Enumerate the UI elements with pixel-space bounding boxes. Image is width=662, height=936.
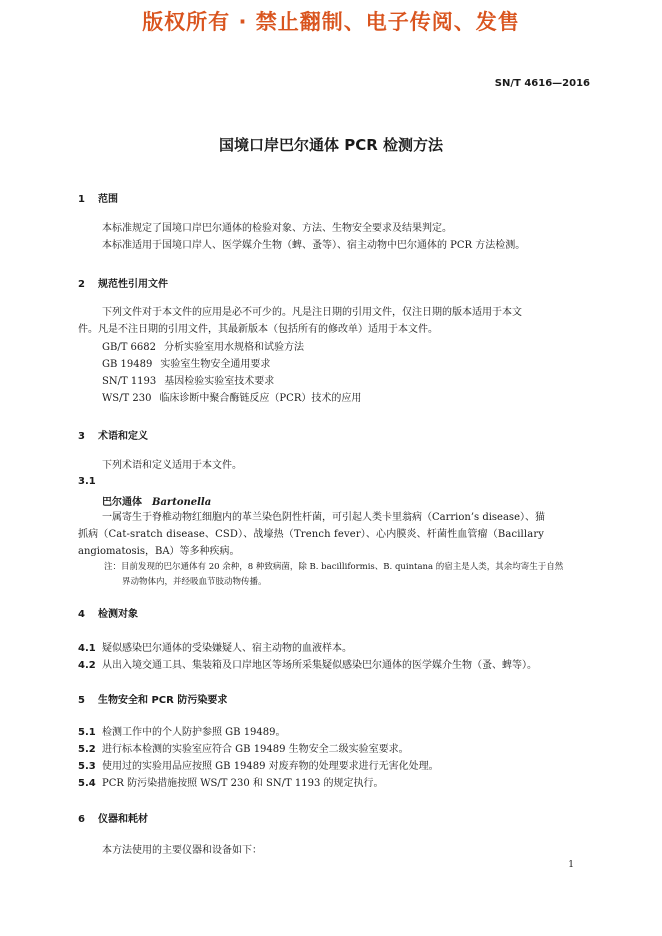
- section-3-heading: [78, 427, 148, 442]
- term-entry: [102, 493, 211, 508]
- term-latin: Bartonella: [152, 497, 212, 508]
- reference-code: SN/T 1193: [102, 376, 157, 387]
- item-number: 4.2: [78, 660, 96, 671]
- item-number: 5.3: [78, 761, 96, 772]
- definition-line: 一属寄生于脊椎动物红细胞内的革兰染色阴性杆菌，可引起人类卡里翁病（Carrion’s disease）、猫: [102, 512, 545, 523]
- item-text: 使用过的实验用品应按照 GB 19489 对废弃物的处理要求进行无害化处理。: [102, 761, 439, 772]
- paragraph: 件。凡是不注日期的引用文件，其最新版本（包括所有的修改单）适用于本文件。: [78, 324, 438, 335]
- reference-code: GB/T 6682: [102, 342, 157, 353]
- reference-item: [102, 357, 270, 372]
- section-2-heading: [78, 275, 168, 290]
- section-title: 仪器和耗材: [98, 814, 148, 825]
- note-line: 界动物体内，并经吸血节肢动物传播。: [122, 577, 267, 587]
- term-chinese: 巴尔通体: [102, 497, 142, 508]
- definition-line: angiomatosis，BA）等多种疾病。: [78, 546, 240, 557]
- item-text: 从出入境交通工具、集装箱及口岸地区等场所采集疑似感染巴尔通体的医学媒介生物（蚤、蜱等）。: [102, 660, 537, 671]
- section-number: 5: [78, 695, 85, 706]
- item-number: 5.2: [78, 744, 96, 755]
- page-number: 1: [568, 860, 574, 870]
- section-1-heading: [78, 190, 118, 205]
- note-line: 注：目前发现的巴尔通体有 20 余种，8 种致病菌，除 B. bacilliformis、B. quintana 的宿主是人类，其余均寄生于自然: [104, 562, 564, 572]
- item-text: PCR 防污染措施按照 WS/T 230 和 SN/T 1193 的规定执行。: [102, 778, 384, 789]
- item-number: 4.1: [78, 643, 96, 654]
- reference-item: [102, 391, 361, 406]
- section-number: 6: [78, 814, 85, 825]
- reference-title: 临床诊断中聚合酶链反应（PCR）技术的应用: [159, 393, 362, 404]
- section-5-heading: [78, 691, 227, 706]
- reference-title: 分析实验室用水规格和试验方法: [164, 342, 305, 353]
- reference-title: 基因检验实验室技术要求: [164, 376, 275, 387]
- reference-title: 实验室生物安全通用要求: [160, 359, 271, 370]
- reference-code: GB 19489: [102, 359, 153, 370]
- reference-code: WS/T 230: [102, 393, 152, 404]
- paragraph: 下列文件对于本文件的应用是必不可少的。凡是注日期的引用文件，仅注日期的版本适用于本文: [102, 307, 522, 318]
- section-6-heading: [78, 810, 148, 825]
- section-title: 术语和定义: [98, 431, 148, 442]
- list-item: [78, 774, 384, 789]
- paragraph: 本标准规定了国境口岸巴尔通体的检验对象、方法、生物安全要求及结果判定。: [102, 223, 452, 234]
- paragraph: 本标准适用于国境口岸人、医学媒介生物（蜱、蚤等）、宿主动物中巴尔通体的 PCR 方法检测。: [102, 240, 526, 251]
- item-text: 检测工作中的个人防护参照 GB 19489。: [102, 727, 286, 738]
- item-text: 进行标本检测的实验室应符合 GB 19489 生物安全二级实验室要求。: [102, 744, 409, 755]
- list-item: [78, 740, 409, 755]
- list-item: [78, 757, 439, 772]
- standard-code: SN/T 4616—2016: [494, 78, 590, 89]
- list-item: [78, 656, 537, 671]
- section-number: 3: [78, 431, 85, 442]
- section-4-heading: [78, 605, 138, 620]
- section-number: 1: [78, 194, 85, 205]
- section-number: 4: [78, 609, 85, 620]
- section-title: 范围: [98, 194, 118, 205]
- paragraph: 下列术语和定义适用于本文件。: [102, 460, 242, 471]
- subsection-number: 3.1: [78, 476, 96, 487]
- document-title: 国境口岸巴尔通体 PCR 检测方法: [219, 136, 443, 154]
- list-item: [78, 639, 352, 654]
- item-number: 5.4: [78, 778, 96, 789]
- paragraph: 本方法使用的主要仪器和设备如下：: [102, 845, 262, 856]
- section-title: 生物安全和 PCR 防污染要求: [98, 695, 228, 706]
- section-title: 检测对象: [98, 609, 138, 620]
- reference-item: [102, 374, 274, 389]
- reference-item: [102, 340, 304, 355]
- item-number: 5.1: [78, 727, 96, 738]
- section-number: 2: [78, 279, 85, 290]
- item-text: 疑似感染巴尔通体的受染嫌疑人、宿主动物的血液样本。: [102, 643, 352, 654]
- section-title: 规范性引用文件: [98, 279, 168, 290]
- definition-line: 抓病（Cat-sratch disease、CSD）、战壕热（Trench fever）、心内膜炎、杆菌性血管瘤（Bacillary: [78, 529, 545, 540]
- copyright-banner: 版权所有 · 禁止翻制、电子传阅、发售: [142, 10, 520, 34]
- list-item: [78, 723, 286, 738]
